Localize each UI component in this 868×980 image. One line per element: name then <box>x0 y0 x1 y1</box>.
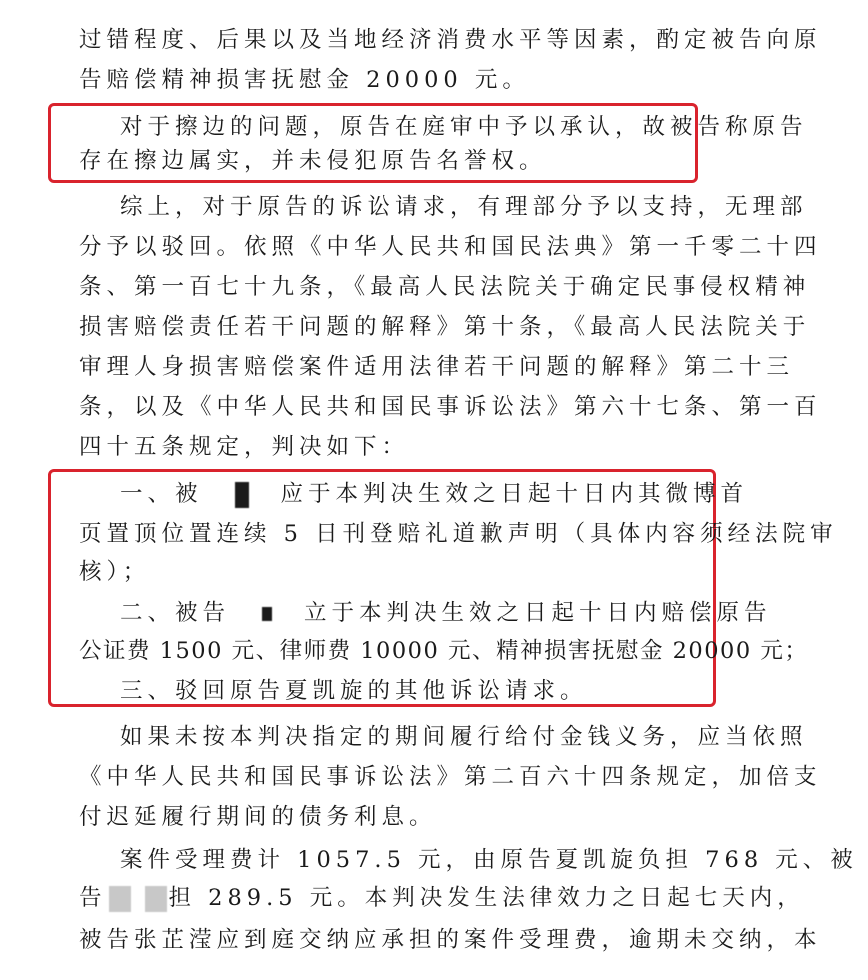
text-segment: 二、被告 <box>120 600 231 626</box>
text-line-10: 条，以及《中华人民共和国民事诉讼法》第六十七条、第一百 <box>79 394 822 420</box>
text-line-8: 损害赔偿责任若干问题的解释》第十条，《最高人民法院关于 <box>79 314 811 340</box>
text-line-11: 四十五条规定，判决如下： <box>79 434 410 460</box>
text-line-21: 案件受理费计 1057.5 元，由原告夏凯旋负担 768 元、被 <box>120 847 858 873</box>
text-line-20: 付迟延履行期间的债务利息。 <box>79 804 437 830</box>
text-line-9: 审理人身损害赔偿案件适用法律若干问题的解释》第二十三 <box>79 354 795 380</box>
text-line-1: 过错程度、后果以及当地经济消费水平等因素，酌定被告向原 <box>79 27 822 53</box>
text-line-6: 分予以驳回。依照《中华人民共和国民法典》第一千零二十四 <box>79 234 822 260</box>
redaction-mark <box>262 607 272 621</box>
text-segment: 应于本判决生效之日起十日内其微博首 <box>280 481 749 507</box>
text-line-3: 对于擦边的问题，原告在庭审中予以承认，故被告称原告 <box>120 114 808 140</box>
redaction-mark <box>145 886 167 912</box>
text-line-5: 综上，对于原告的诉讼请求，有理部分予以支持，无理部 <box>120 194 808 220</box>
text-line-18: 如果未按本判决指定的期间履行给付金钱义务，应当依照 <box>120 724 808 750</box>
text-line-4: 存在擦边属实，并未侵犯原告名誉权。 <box>79 148 547 174</box>
text-line-16: 公证费 1500 元、律师费 10000 元、精神损害抚慰金 20000 元； <box>79 638 809 664</box>
text-line-17: 三、驳回原告夏凯旋的其他诉讼请求。 <box>120 678 588 704</box>
text-line-13: 页置顶位置连续 5 日刊登赔礼道歉声明（具体内容须经法院审 <box>79 521 838 547</box>
text-line-15 <box>0 598 868 628</box>
text-segment: 立于本判决生效之日起十日内赔偿原告 <box>304 600 772 626</box>
redaction-mark <box>109 886 131 912</box>
text-segment: 担 289.5 元。本判决发生法律效力之日起七天内， <box>168 885 805 911</box>
text-line-19: 《中华人民共和国民事诉讼法》第二百六十四条规定，加倍支 <box>79 764 822 790</box>
text-line-2: 告赔偿精神损害抚慰金 20000 元。 <box>79 67 530 93</box>
text-segment: 告 <box>79 885 107 911</box>
text-line-22 <box>0 883 827 913</box>
text-line-12 <box>0 479 868 509</box>
text-line-7: 条、第一百七十九条，《最高人民法院关于确定民事侵权精神 <box>79 274 811 300</box>
text-line-14: 核）； <box>79 559 151 585</box>
text-segment: 一、被 <box>120 481 203 507</box>
redaction-mark <box>235 482 249 508</box>
text-line-23: 被告张芷滢应到庭交纳应承担的案件受理费，逾期未交纳，本 <box>79 927 822 953</box>
